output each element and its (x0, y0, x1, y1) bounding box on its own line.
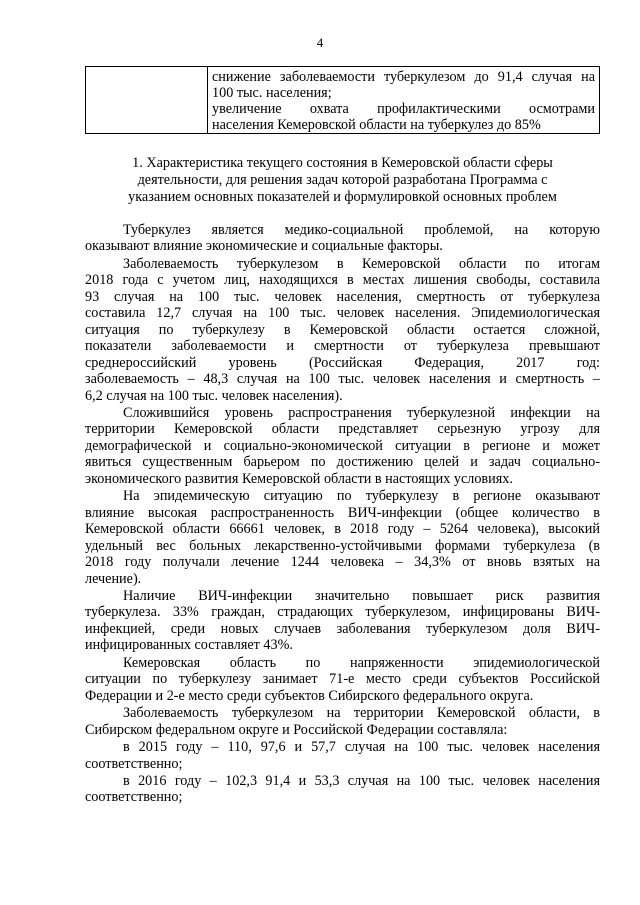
text-line: влияние высокая распространенность ВИЧ-инфекции (общее количество в (85, 504, 600, 521)
text-line: составила 12,7 случая на 100 тыс. человек населения. Эпидемиологическая (85, 305, 600, 322)
heading-line: 1. Характеристика текущего состояния в Кемеровской области сферы (132, 155, 553, 171)
indicators-table (85, 66, 600, 134)
paragraph (85, 588, 600, 654)
paragraph (85, 773, 600, 806)
text-line: показатели заболеваемости и смертности от туберкулеза превышают (85, 338, 600, 355)
text-line: удельный вес больных лекарственно-устойчивыми формами туберкулеза (в (85, 537, 600, 554)
paragraph (85, 222, 600, 255)
paragraph (85, 739, 600, 772)
paragraph (85, 405, 600, 487)
table-cell-line: снижение заболеваемости туберкулезом до 91,4 случая на (212, 69, 595, 85)
table-cell-line: 100 тыс. населения; (212, 85, 332, 101)
text-line: инфицированных составляет 43%. (85, 637, 293, 654)
paragraph (85, 488, 600, 587)
text-line: в 2016 году – 102,3 91,4 и 53,3 случая на 100 тыс. человек населения (123, 772, 600, 789)
text-line: ситуации по туберкулезу занимает 71-е место среди субъектов Российской (85, 671, 600, 688)
paragraph (85, 655, 600, 704)
text-line: Кемеровской области 66661 человек, в 2018 году – 5264 человека), высокий (85, 521, 600, 538)
text-line: явиться существенным барьером по достижению целей и задач социально- (85, 454, 600, 471)
table-cell-empty (86, 67, 208, 134)
text-line: среднероссийский уровень (Российская Федерация, 2017 год: (85, 354, 600, 371)
text-line: Заболеваемость туберкулезом на территории Кемеровской области, в (123, 705, 600, 722)
text-line: туберкулеза. 33% граждан, страдающих туберкулезом, инфицированы ВИЧ- (85, 604, 600, 621)
text-line: лечение). (85, 570, 142, 587)
text-line: инфекцией, среди новых случаев заболевания туберкулезом доля ВИЧ- (85, 620, 600, 637)
text-line: заболеваемость – 48,3 случая на 100 тыс. человек населения и смертность – (85, 371, 600, 388)
text-line: ситуация по туберкулезу в Кемеровской области остается сложной, (85, 321, 600, 338)
section-heading (85, 155, 600, 206)
table-row (86, 67, 600, 134)
paragraph (85, 256, 600, 404)
body-text (85, 222, 600, 807)
page-number: 4 (316, 35, 324, 50)
text-line: в 2015 году – 110, 97,6 и 57,7 случая на 100 тыс. человек населения (123, 739, 600, 756)
table-cell-line: населения Кемеровской области на туберкулез до 85% (212, 117, 541, 133)
text-line: Кемеровская область по напряженности эпидемиологической (123, 654, 600, 671)
text-line: экономического развития Кемеровской области в настоящих условиях. (85, 470, 513, 487)
text-line: Сложившийся уровень распространения туберкулезной инфекции на (123, 404, 600, 421)
table-cell-line: увеличение охвата профилактическими осмотрами (212, 101, 595, 117)
paragraph (85, 705, 600, 738)
text-line: 6,2 случая на 100 тыс. человек населения). (85, 387, 343, 404)
text-line: На эпидемическую ситуацию по туберкулезу в регионе оказывают (123, 488, 600, 505)
heading-line: указанием основных показателей и формулировкой основных проблем (128, 189, 557, 205)
text-line: Заболеваемость туберкулезом в Кемеровской области по итогам (123, 255, 600, 272)
text-line: Наличие ВИЧ-инфекции значительно повышает риск развития (123, 587, 600, 604)
text-line: оказывают влияние экономические и социальные факторы. (85, 238, 443, 255)
text-line: Сибирском федеральном округе и Российской Федерации составляла: (85, 721, 508, 738)
text-line: территории Кемеровской области представляет серьезную угрозу для (85, 421, 600, 438)
table-cell-targets (208, 67, 600, 134)
text-line: 2018 года с учетом лиц, находящихся в местах лишения свободы, составила (85, 272, 600, 289)
text-line: 93 случая на 100 тыс. человек населения, смертность от туберкулеза (85, 288, 600, 305)
text-line: демографической и социально-экономической ситуации в регионе и может (85, 437, 600, 454)
text-line: 2018 году получали лечение 1244 человека – 34,3% от вновь взятых на (85, 554, 600, 571)
heading-line: деятельности, для решения задач которой разработана Программа с (137, 172, 548, 188)
text-line: Федерации и 2-е место среди субъектов Сибирского федерального округа. (85, 687, 534, 704)
text-line: соответственно; (85, 755, 183, 772)
text-line: Туберкулез является медико-социальной проблемой, на которую (123, 222, 600, 238)
text-line: соответственно; (85, 789, 183, 806)
